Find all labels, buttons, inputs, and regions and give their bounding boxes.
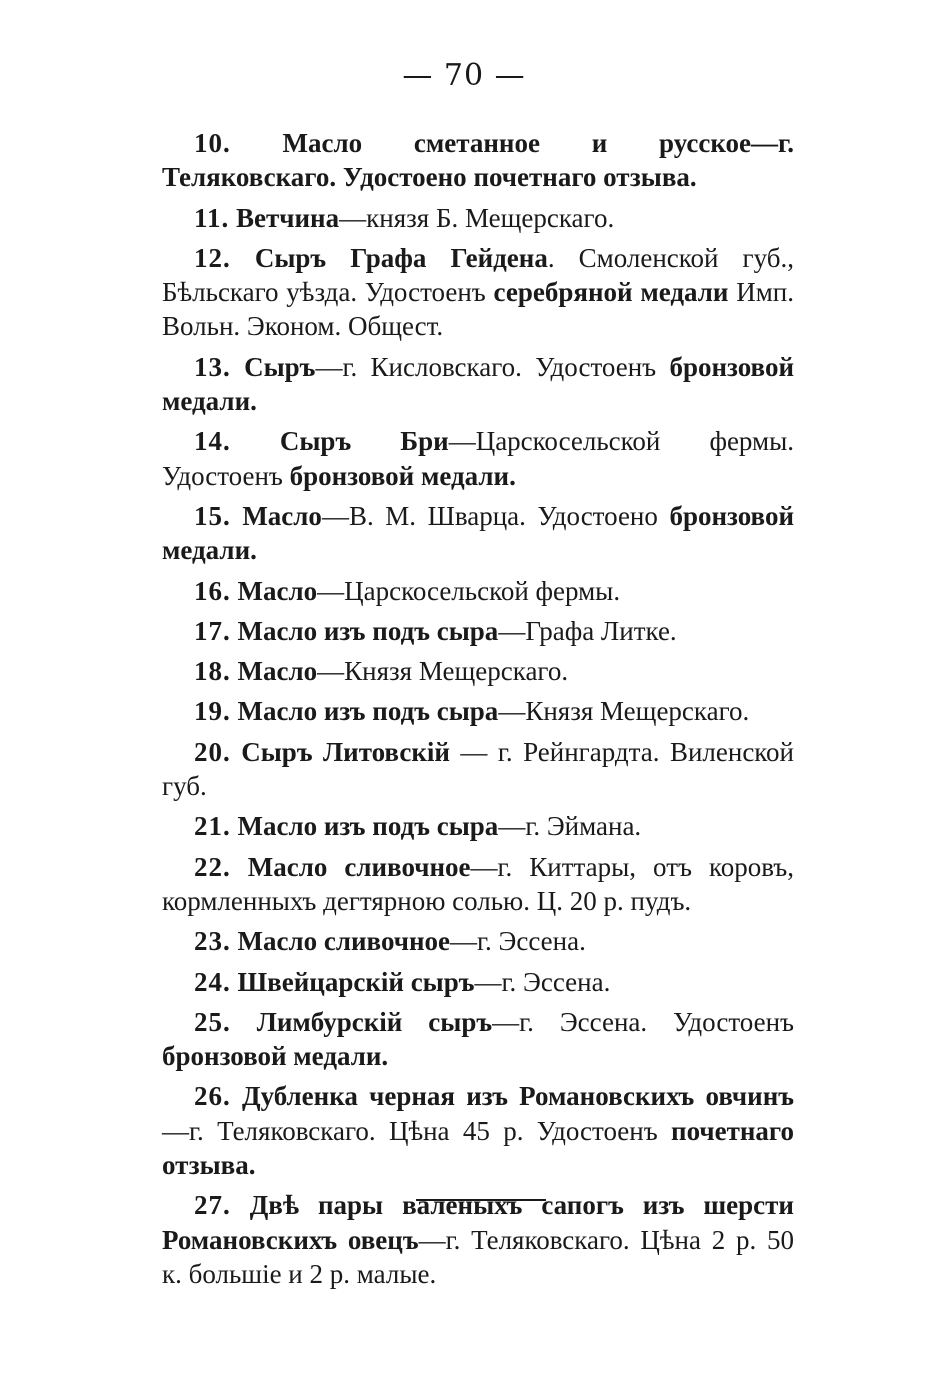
item-text: —г. Эймана. [498, 811, 642, 842]
item-number: 18. [194, 656, 231, 687]
list-item [162, 965, 794, 999]
item-text: —Царскосельской фермы. Удостоенъ [162, 426, 794, 491]
item-number: 24. [194, 966, 231, 997]
list-item [162, 654, 794, 688]
item-text: бронзовой медали. [162, 351, 794, 417]
item-text: Масло [230, 656, 318, 687]
item-text: Ветчина [229, 202, 340, 233]
list-item [162, 1079, 794, 1182]
item-text: —В. М. Шварца. Удостоено [321, 500, 670, 531]
item-text: Масло сметанное и русское—г. Теляковскаго. Удостоено [162, 128, 794, 193]
item-text: —Князя Мещерскаго. [498, 696, 750, 727]
item-text: Имп. Вольн. Эконом. Общест. [162, 277, 794, 342]
item-text: Масло изъ подъ сыра [230, 811, 499, 842]
item-number: 25. [194, 1006, 231, 1037]
item-number: 26. [194, 1081, 231, 1112]
item-number: 17. [194, 615, 231, 646]
list-item [162, 574, 794, 608]
item-text: —г. Кисловскаго. Удостоенъ [315, 351, 670, 382]
item-text: —Графа Литке. [498, 615, 677, 646]
item-text: —г. Теляковскаго. Цѣна 45 р. Удостоенъ [162, 1115, 672, 1146]
item-text: серебряной медали [493, 277, 729, 308]
item-text: Масло сливочное [230, 926, 451, 957]
item-number: 13. [194, 351, 231, 382]
item-number: 11. [194, 202, 230, 233]
list-item [162, 694, 794, 728]
item-text: Швейцарскій сыръ [230, 966, 475, 997]
exhibit-list [162, 126, 794, 1297]
item-number: 27. [194, 1190, 231, 1221]
item-text: — г. Рейнгардта. Виленской губ. [162, 736, 794, 802]
item-number: 23. [194, 926, 231, 957]
item-number: 12. [194, 242, 231, 273]
item-number: 19. [194, 696, 231, 727]
item-text: —г. Эссена. [450, 926, 586, 957]
item-number: 14. [194, 426, 231, 457]
item-text: —г. Киттары, отъ коровъ, кормленныхъ дегтярною солью. Ц. 20 р. пудъ. [162, 851, 794, 916]
item-text: —Князя Мещерскаго. [317, 656, 569, 687]
item-number: 16. [194, 575, 231, 606]
list-item [162, 241, 794, 344]
item-text: Лимбурскій сыръ [230, 1006, 493, 1037]
list-item [162, 424, 794, 493]
item-text: Масло [230, 575, 318, 606]
item-text: Сыръ Литовскій [230, 736, 450, 767]
list-item [162, 809, 794, 843]
item-text: бронзовой медали. [162, 1041, 389, 1072]
item-number: 21. [194, 811, 231, 842]
item-text: бронзовой медали. [162, 500, 794, 566]
list-item [162, 1005, 794, 1074]
end-rule [416, 1199, 546, 1201]
item-text: почетнаго отзыва. [473, 162, 697, 193]
item-text: Сыръ Графа Гейдена [230, 242, 548, 273]
list-item [162, 850, 794, 919]
item-text: почетнаго отзыва. [162, 1115, 794, 1181]
item-text: Двѣ пары валеныхъ сапогъ изъ шерсти Романовскихъ овецъ [162, 1190, 794, 1255]
item-text: Масло сливочное [230, 851, 471, 882]
list-item [162, 350, 794, 419]
item-number: 15. [194, 500, 231, 531]
list-item [162, 735, 794, 804]
item-text: —князя Б. Мещерскаго. [339, 202, 615, 233]
page-number: — 70 — [402, 58, 526, 93]
item-text: —г. Эссена. [474, 966, 611, 997]
item-text: —г. Теляковскаго. Цѣна 2 р. 50 к. большіе и 2 р. малые. [162, 1224, 794, 1289]
item-number: 10. [194, 128, 231, 158]
item-text: Масло изъ подъ сыра [230, 615, 499, 646]
item-number: 20. [194, 736, 231, 767]
item-text: —Царскосельской фермы. [317, 575, 621, 606]
item-text: Сыръ [230, 351, 316, 382]
list-item [162, 499, 794, 568]
list-item [162, 201, 794, 235]
list-item [162, 614, 794, 648]
list-item [162, 126, 794, 195]
item-text: Дубленка черная изъ Романовскихъ овчинъ [230, 1081, 794, 1112]
item-text: Масло [230, 500, 322, 531]
item-text: —г. Эссена. Удостоенъ [492, 1006, 794, 1037]
item-text: . Смоленской губ., Бѣльскаго уѣзда. Удостоенъ [162, 242, 795, 308]
item-text: Масло изъ подъ сыра [230, 696, 499, 727]
item-text: бронзовой медали. [289, 460, 516, 491]
list-item [162, 1188, 794, 1291]
item-number: 22. [194, 851, 231, 882]
list-item [162, 924, 794, 958]
item-text: Сыръ Бри [230, 426, 449, 457]
